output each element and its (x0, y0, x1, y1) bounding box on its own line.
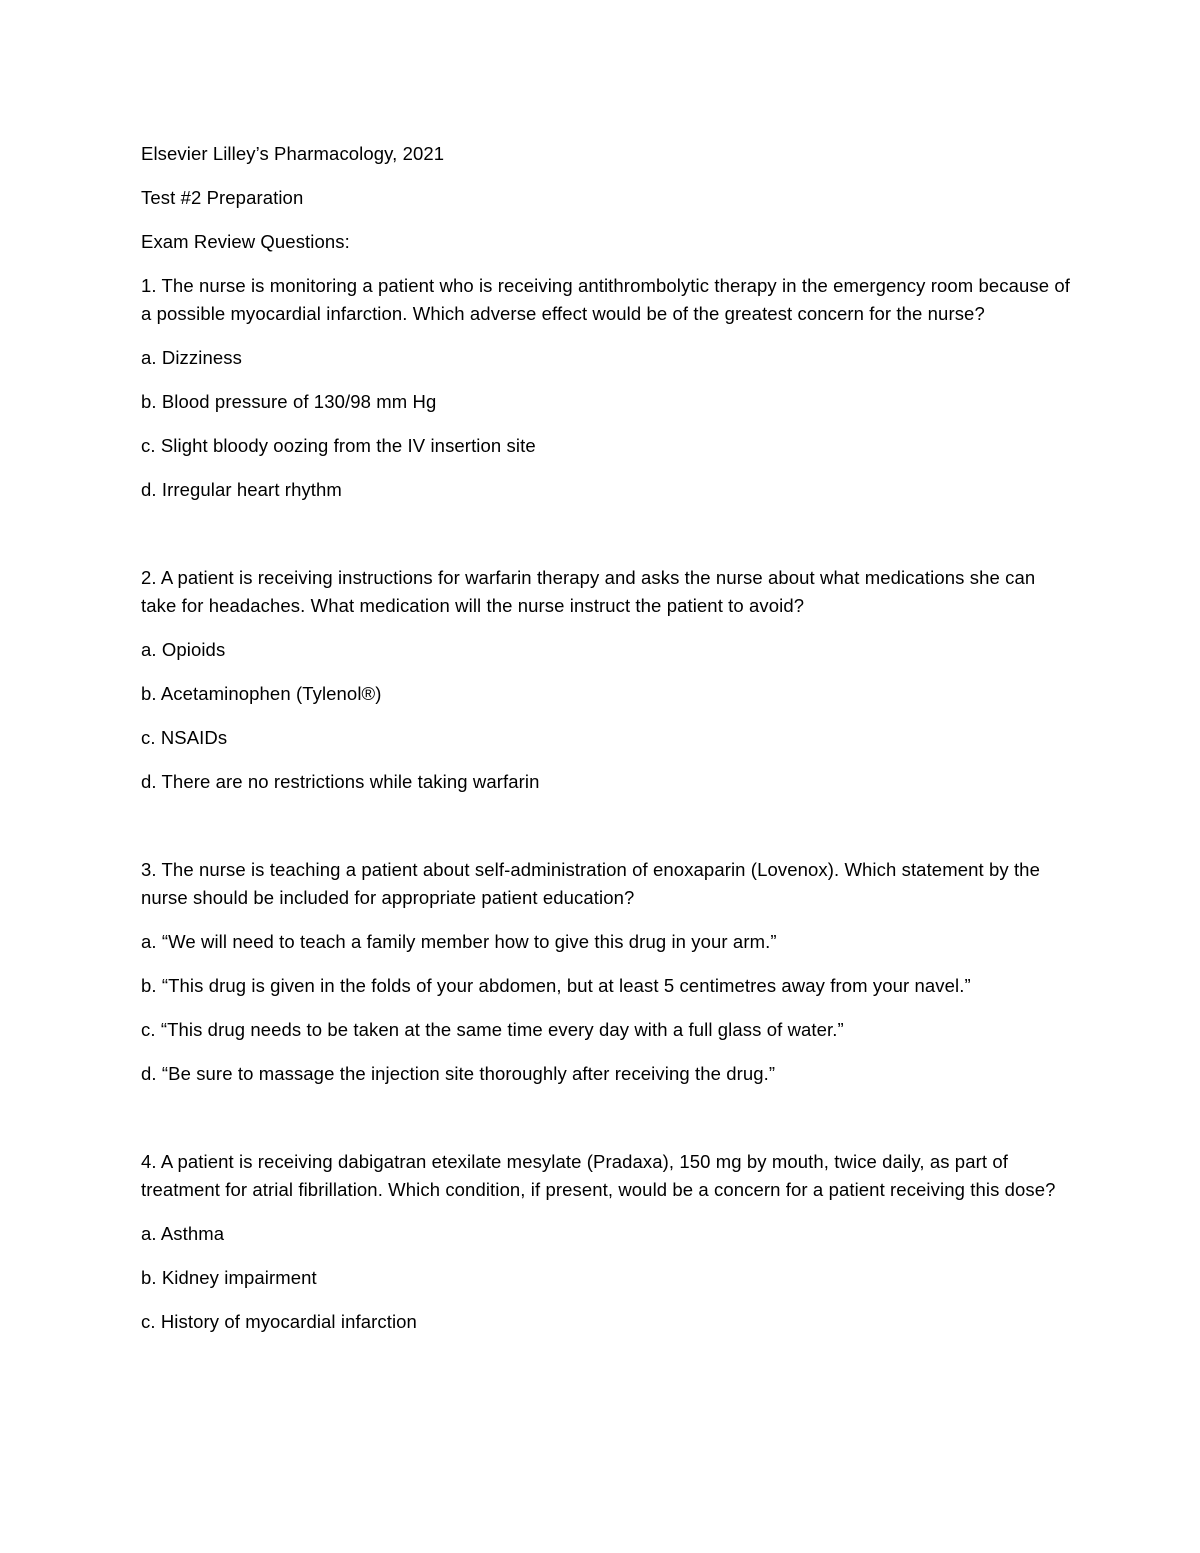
question-2 (141, 564, 1071, 796)
document-content (141, 140, 1071, 1352)
question-3 (141, 856, 1071, 1088)
answer-option: c. History of myocardial infarction (141, 1311, 417, 1332)
answer-option: c. “This drug needs to be taken at the same time every day with a full glass of water.” (141, 1019, 844, 1040)
question-stem: 4. A patient is receiving dabigatran etexilate mesylate (Pradaxa), 150 mg by mouth, twice daily, as part of treatment for atrial fibrillation. Which condition, if present, would be a concern for a patient receiving this dose? (141, 1151, 1056, 1200)
question-4 (141, 1148, 1071, 1336)
answer-option: c. Slight bloody oozing from the IV insertion site (141, 435, 536, 456)
question-stem: 1. The nurse is monitoring a patient who is receiving antithrombolytic therapy in the emergency room because of a possible myocardial infarction. Which adverse effect would be of the greatest concern for the nurse? (141, 275, 1071, 324)
answer-option: b. “This drug is given in the folds of your abdomen, but at least 5 centimetres away from your navel.” (141, 975, 971, 996)
answer-option: b. Blood pressure of 130/98 mm Hg (141, 391, 437, 412)
answer-option: b. Kidney impairment (141, 1267, 317, 1288)
question-stem: 2. A patient is receiving instructions for warfarin therapy and asks the nurse about what medications she can take for headaches. What medication will the nurse instruct the patient to avoid? (141, 567, 1036, 616)
question-spacer (141, 812, 1071, 856)
question-spacer (141, 1104, 1071, 1148)
question-spacer (141, 520, 1071, 564)
answer-option: b. Acetaminophen (Tylenol®) (141, 683, 382, 704)
document-title: Elsevier Lilley’s Pharmacology, 2021 (141, 143, 445, 164)
answer-option: d. There are no restrictions while taking warfarin (141, 771, 540, 792)
answer-option: a. Opioids (141, 639, 226, 660)
section-heading: Exam Review Questions: (141, 231, 350, 252)
question-stem: 3. The nurse is teaching a patient about self-administration of enoxaparin (Lovenox). Which statement by the nurse should be included for appropriate patient education? (141, 859, 1040, 908)
answer-option: a. Asthma (141, 1223, 225, 1244)
answer-option: d. “Be sure to massage the injection site thoroughly after receiving the drug.” (141, 1063, 776, 1084)
question-1 (141, 272, 1071, 504)
answer-option: a. “We will need to teach a family member how to give this drug in your arm.” (141, 931, 777, 952)
answer-option: c. NSAIDs (141, 727, 228, 748)
document-subtitle: Test #2 Preparation (141, 187, 304, 208)
answer-option: a. Dizziness (141, 347, 242, 368)
answer-option: d. Irregular heart rhythm (141, 479, 342, 500)
